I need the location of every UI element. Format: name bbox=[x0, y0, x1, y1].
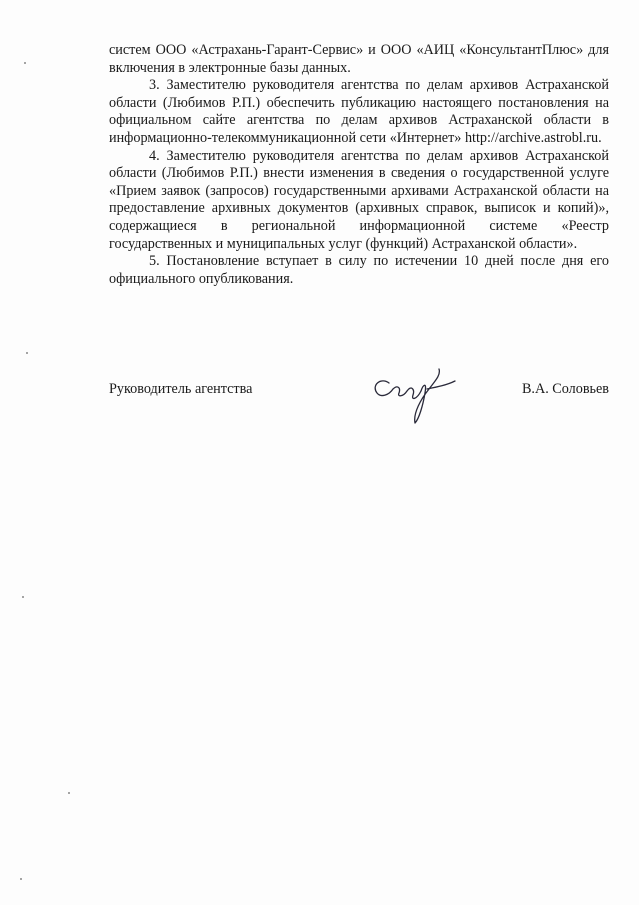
scan-speck bbox=[20, 878, 22, 880]
document-body bbox=[109, 42, 609, 288]
paragraph-3: 3. Заместителю руководителя агентства по делам архивов Астраханской области (Любимов Р.П.) обеспечить публикацию настоящего постановления на официальном сайте агентства по делам архивов Астраханской области в информационно-телекоммуникационной сети «Интернет» http://archive.astrobl.ru. bbox=[109, 77, 609, 146]
signature-block bbox=[109, 381, 609, 421]
signatory-name: В.А. Соловьев bbox=[521, 381, 609, 397]
handwritten-signature bbox=[367, 363, 457, 433]
paragraph-continuation: систем ООО «Астрахань-Гарант-Сервис» и ООО «АИЦ «КонсультантПлюс» для включения в электронные базы данных. bbox=[109, 42, 609, 76]
scan-speck bbox=[68, 792, 70, 794]
scan-speck bbox=[22, 596, 24, 598]
paragraph-5: 5. Постановление вступает в силу по истечении 10 дней после дня его официального опубликования. bbox=[109, 253, 609, 287]
scan-speck bbox=[24, 62, 26, 64]
paragraph-4: 4. Заместителю руководителя агентства по делам архивов Астраханской области (Любимов Р.П.) внести изменения в сведения о государственной услуге «Прием заявок (запросов) государственными архивами Астраханской области на предоставление архивных документов (архивных справок, выписок и копий)», содержащиеся в региональной информационной системе «Реестр государственных и муниципальных услуг (функций) Астраханской области». bbox=[109, 147, 609, 252]
signatory-title: Руководитель агентства bbox=[109, 381, 253, 397]
scan-speck bbox=[26, 352, 28, 354]
